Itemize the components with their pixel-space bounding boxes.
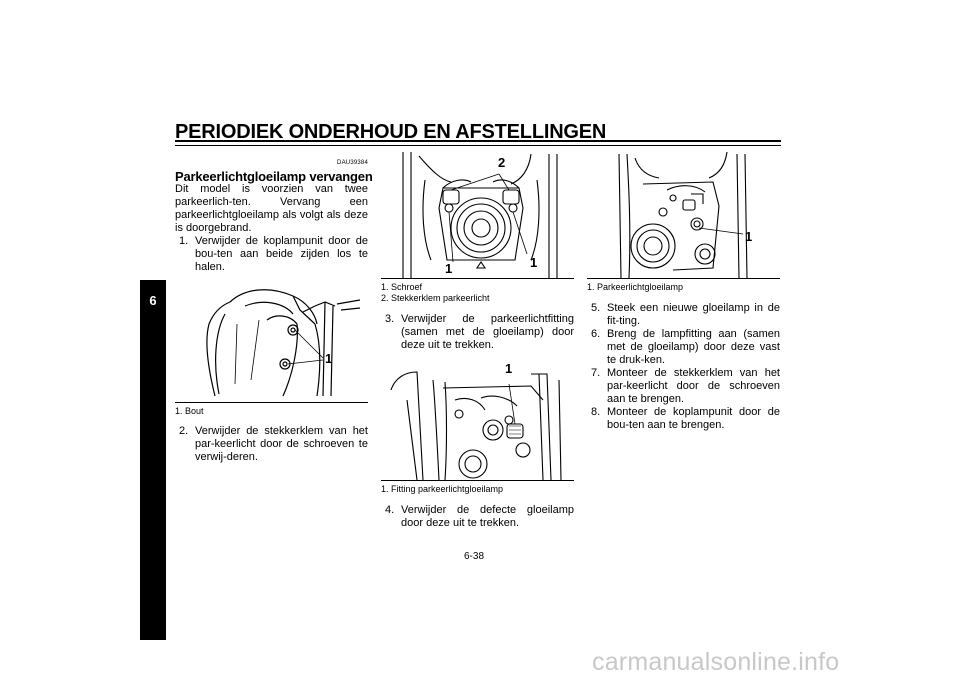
step-1: 1. Verwijder de koplampunit door de bou-ten aan beide zijden los te halen. — [179, 235, 368, 273]
figure-clamp-screws — [381, 150, 574, 279]
section-intro: Dit model is voorzien van twee parkeerlich-ten. Vervang een parkeerlichtgloeilamp als volgt als deze is doorgebrand. — [175, 183, 368, 234]
column-3 — [587, 150, 780, 432]
chapter-tab — [140, 280, 166, 640]
callout-1: 1 — [745, 229, 753, 244]
page-title: PERIODIEK ONDERHOUD EN AFSTELLINGEN — [175, 121, 607, 143]
step-8: 8. Monteer de koplampunit door de bou-ten aan te brengen. — [591, 406, 780, 431]
bulb-illustration — [587, 150, 780, 278]
legend-item: 1. Schroef — [381, 282, 423, 292]
section-heading: Parkeerlichtgloeilamp vervangen — [175, 169, 373, 184]
clamp-illustration — [381, 150, 574, 278]
step-2: 2. Verwijder de stekkerklem van het par-keerlicht door de schroeven te verwij-deren. — [179, 425, 368, 463]
headlight-illustration — [175, 284, 368, 402]
callout-1: 1 — [505, 361, 513, 376]
figure-headlight-bolt — [175, 284, 368, 403]
callout-2: 2 — [498, 155, 506, 170]
watermark: carmanualsonline.info — [592, 648, 840, 676]
callout-1b: 1 — [530, 255, 538, 270]
callout-1a: 1 — [445, 261, 453, 276]
figure-2-legend — [381, 282, 574, 304]
step-4: 4. Verwijder de defecte gloeilamp door deze uit te trekken. — [385, 504, 574, 529]
figure-3-legend — [381, 484, 574, 495]
legend-item: 1. Parkeerlichtgloeilamp — [587, 282, 684, 292]
figure-1-legend — [175, 406, 368, 417]
step-7: 7. Monteer de stekkerklem van het par-keerlicht door de schroeven aan te brengen. — [591, 367, 780, 405]
title-rule-thin — [175, 145, 781, 146]
title-rule — [175, 140, 781, 142]
page-number: 6-38 — [464, 551, 485, 562]
socket-illustration — [381, 360, 574, 480]
figure-bulb-socket — [381, 360, 574, 481]
chapter-tab-number: 6 — [149, 293, 157, 308]
section-code: DAU39384 — [337, 160, 368, 166]
column-2 — [381, 150, 574, 530]
legend-item: 2. Stekkerklem parkeerlicht — [381, 293, 490, 303]
legend-item: 1. Fitting parkeerlichtgloeilamp — [381, 484, 504, 494]
figure-bulb — [587, 150, 780, 279]
figure-4-legend — [587, 282, 780, 293]
step-3: 3. Verwijder de parkeerlichtfitting (samen met de gloeilamp) door deze uit te trekken. — [385, 313, 574, 351]
column-1 — [175, 157, 373, 464]
step-5: 5. Steek een nieuwe gloeilamp in de fit-ting. — [591, 302, 780, 327]
step-6: 6. Breng de lampfitting aan (samen met de gloeilamp) door deze vast te druk-ken. — [591, 328, 780, 366]
legend-item: 1. Bout — [175, 406, 204, 416]
callout-1: 1 — [325, 351, 333, 366]
